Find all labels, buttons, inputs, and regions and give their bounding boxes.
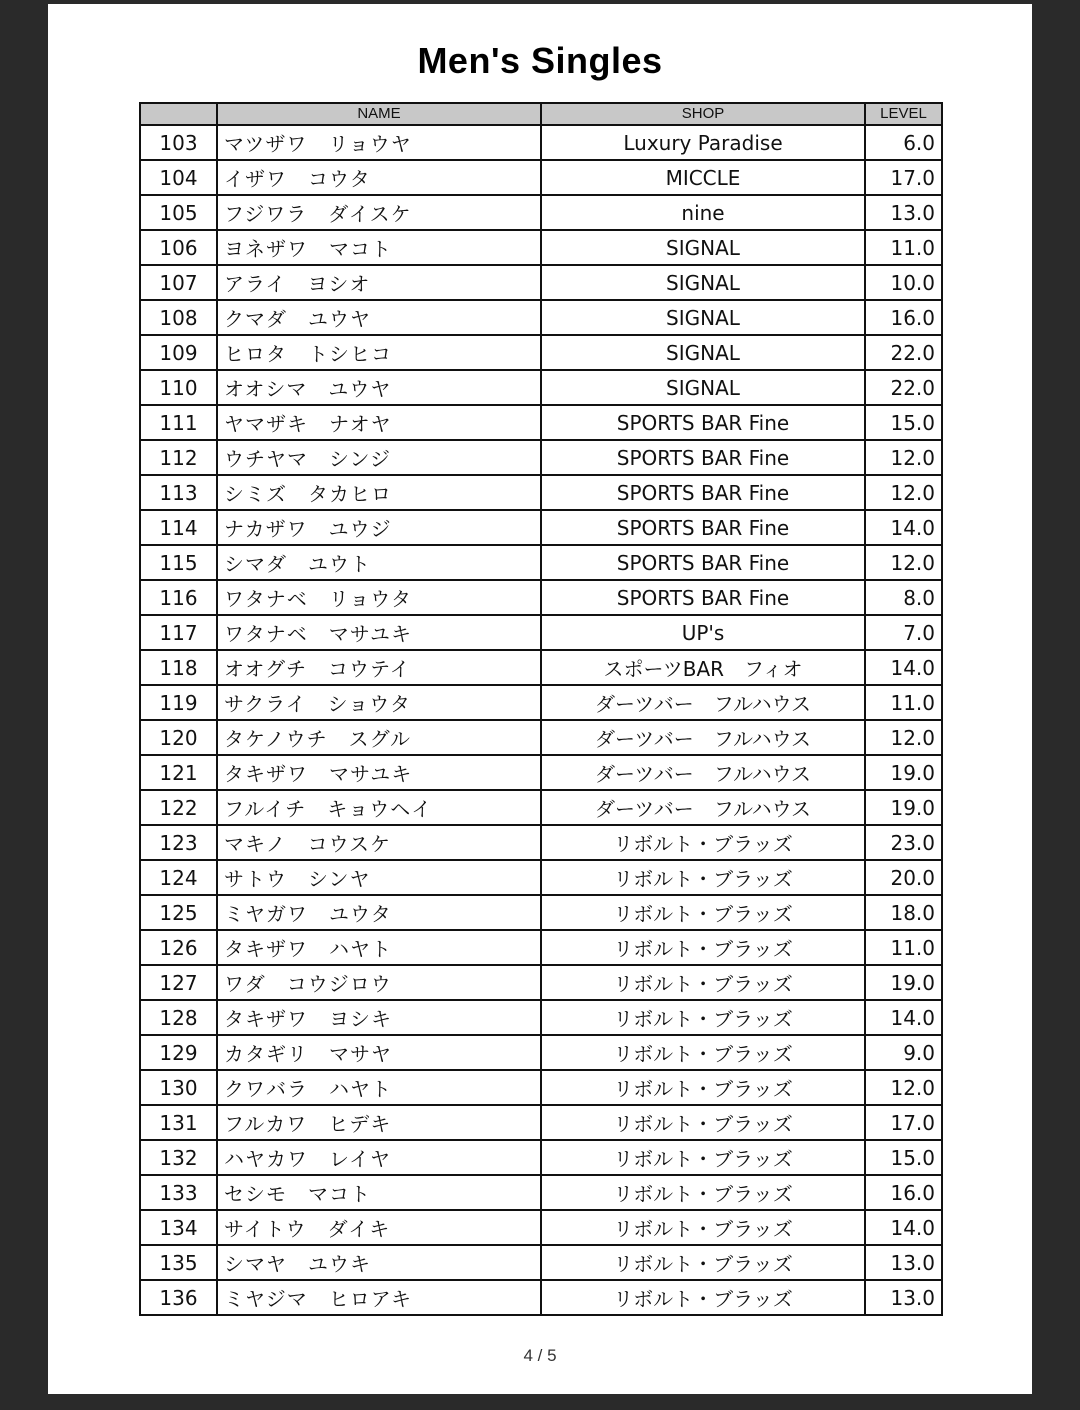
row-number: 127 (140, 965, 217, 1000)
row-number: 126 (140, 930, 217, 965)
row-number: 114 (140, 510, 217, 545)
table-row (140, 1245, 942, 1280)
player-level: 13.0 (865, 195, 942, 230)
row-number: 111 (140, 405, 217, 440)
table-row (140, 755, 942, 790)
player-name: イザワ コウタ (217, 160, 541, 195)
shop-name: SIGNAL (541, 370, 865, 405)
player-name: フルカワ ヒデキ (217, 1105, 541, 1140)
shop-name: UP's (541, 615, 865, 650)
row-number: 119 (140, 685, 217, 720)
shop-name: SIGNAL (541, 265, 865, 300)
table-row (140, 930, 942, 965)
table-row (140, 545, 942, 580)
player-name: タキザワ ヨシキ (217, 1000, 541, 1035)
player-name: ナカザワ ユウジ (217, 510, 541, 545)
player-name: ワタナベ リョウタ (217, 580, 541, 615)
table-row (140, 125, 942, 160)
row-number: 106 (140, 230, 217, 265)
row-number: 133 (140, 1175, 217, 1210)
row-number: 116 (140, 580, 217, 615)
row-number: 124 (140, 860, 217, 895)
player-name: サイトウ ダイキ (217, 1210, 541, 1245)
row-number: 110 (140, 370, 217, 405)
table-row (140, 860, 942, 895)
shop-name: SPORTS BAR Fine (541, 510, 865, 545)
table-row (140, 160, 942, 195)
shop-name: SIGNAL (541, 300, 865, 335)
player-level: 13.0 (865, 1280, 942, 1315)
shop-name: nine (541, 195, 865, 230)
player-level: 23.0 (865, 825, 942, 860)
player-level: 13.0 (865, 1245, 942, 1280)
player-name: サクライ ショウタ (217, 685, 541, 720)
table-row (140, 265, 942, 300)
shop-name: SIGNAL (541, 230, 865, 265)
player-level: 12.0 (865, 720, 942, 755)
table-row (140, 510, 942, 545)
table-header-row (140, 103, 942, 125)
shop-name: Luxury Paradise (541, 125, 865, 160)
player-name: ミヤジマ ヒロアキ (217, 1280, 541, 1315)
shop-name: ダーツバー フルハウス (541, 755, 865, 790)
player-name: フジワラ ダイスケ (217, 195, 541, 230)
shop-name: ダーツバー フルハウス (541, 685, 865, 720)
shop-name: MICCLE (541, 160, 865, 195)
shop-name: SPORTS BAR Fine (541, 440, 865, 475)
table-row (140, 895, 942, 930)
player-level: 18.0 (865, 895, 942, 930)
shop-name: リボルト・ブラッズ (541, 1035, 865, 1070)
row-number: 135 (140, 1245, 217, 1280)
player-name: ミヤガワ ユウタ (217, 895, 541, 930)
row-number: 131 (140, 1105, 217, 1140)
player-level: 20.0 (865, 860, 942, 895)
shop-name: SIGNAL (541, 335, 865, 370)
player-level: 12.0 (865, 1070, 942, 1105)
row-number: 128 (140, 1000, 217, 1035)
player-level: 16.0 (865, 1175, 942, 1210)
player-level: 14.0 (865, 510, 942, 545)
player-level: 17.0 (865, 160, 942, 195)
player-name: ワダ コウジロウ (217, 965, 541, 1000)
player-level: 16.0 (865, 300, 942, 335)
player-name: タキザワ ハヤト (217, 930, 541, 965)
player-name: ヤマザキ ナオヤ (217, 405, 541, 440)
row-number: 109 (140, 335, 217, 370)
header-no (140, 103, 217, 125)
player-table (139, 102, 943, 1316)
table-row (140, 405, 942, 440)
table-row (140, 230, 942, 265)
shop-name: リボルト・ブラッズ (541, 1245, 865, 1280)
shop-name: ダーツバー フルハウス (541, 790, 865, 825)
table-row (140, 300, 942, 335)
player-name: ハヤカワ レイヤ (217, 1140, 541, 1175)
shop-name: リボルト・ブラッズ (541, 860, 865, 895)
player-name: アライ ヨシオ (217, 265, 541, 300)
shop-name: SPORTS BAR Fine (541, 405, 865, 440)
shop-name: リボルト・ブラッズ (541, 965, 865, 1000)
player-level: 10.0 (865, 265, 942, 300)
page-indicator: 4 / 5 (523, 1346, 557, 1365)
shop-name: SPORTS BAR Fine (541, 545, 865, 580)
table-row (140, 1175, 942, 1210)
player-name: セシモ マコト (217, 1175, 541, 1210)
player-name: フルイチ キョウヘイ (217, 790, 541, 825)
row-number: 136 (140, 1280, 217, 1315)
shop-name: リボルト・ブラッズ (541, 1140, 865, 1175)
row-number: 122 (140, 790, 217, 825)
shop-name: リボルト・ブラッズ (541, 1000, 865, 1035)
player-name: シマヤ ユウキ (217, 1245, 541, 1280)
player-name: シミズ タカヒロ (217, 475, 541, 510)
table-row (140, 1210, 942, 1245)
row-number: 113 (140, 475, 217, 510)
table-row (140, 825, 942, 860)
row-number: 105 (140, 195, 217, 230)
table-row (140, 965, 942, 1000)
player-level: 11.0 (865, 930, 942, 965)
header-level: LEVEL (865, 103, 942, 125)
player-level: 19.0 (865, 965, 942, 1000)
shop-name: リボルト・ブラッズ (541, 1070, 865, 1105)
player-level: 17.0 (865, 1105, 942, 1140)
player-level: 14.0 (865, 650, 942, 685)
table-row (140, 1105, 942, 1140)
player-name: シマダ ユウト (217, 545, 541, 580)
player-level: 12.0 (865, 475, 942, 510)
player-name: オオグチ コウテイ (217, 650, 541, 685)
table-row (140, 335, 942, 370)
table-body (140, 125, 942, 1315)
player-level: 22.0 (865, 335, 942, 370)
player-name: マツザワ リョウヤ (217, 125, 541, 160)
row-number: 107 (140, 265, 217, 300)
shop-name: SPORTS BAR Fine (541, 580, 865, 615)
shop-name: リボルト・ブラッズ (541, 930, 865, 965)
shop-name: ダーツバー フルハウス (541, 720, 865, 755)
player-level: 15.0 (865, 405, 942, 440)
table-row (140, 475, 942, 510)
row-number: 132 (140, 1140, 217, 1175)
player-name: オオシマ ユウヤ (217, 370, 541, 405)
shop-name: リボルト・ブラッズ (541, 1175, 865, 1210)
table-row (140, 1035, 942, 1070)
player-name: クワバラ ハヤト (217, 1070, 541, 1105)
row-number: 123 (140, 825, 217, 860)
table-row (140, 685, 942, 720)
table-row (140, 1280, 942, 1315)
row-number: 125 (140, 895, 217, 930)
player-name: サトウ シンヤ (217, 860, 541, 895)
player-name: クマダ ユウヤ (217, 300, 541, 335)
player-level: 9.0 (865, 1035, 942, 1070)
shop-name: スポーツBAR フィオ (541, 650, 865, 685)
page-title: Men's Singles (417, 40, 663, 81)
table-row (140, 1000, 942, 1035)
player-name: タケノウチ スグル (217, 720, 541, 755)
table-row (140, 440, 942, 475)
table-row (140, 720, 942, 755)
table-row (140, 650, 942, 685)
shop-name: リボルト・ブラッズ (541, 1105, 865, 1140)
table-row (140, 195, 942, 230)
player-name: ヨネザワ マコト (217, 230, 541, 265)
player-level: 14.0 (865, 1210, 942, 1245)
shop-name: リボルト・ブラッズ (541, 895, 865, 930)
row-number: 115 (140, 545, 217, 580)
player-level: 19.0 (865, 790, 942, 825)
player-name: ヒロタ トシヒコ (217, 335, 541, 370)
player-level: 19.0 (865, 755, 942, 790)
row-number: 117 (140, 615, 217, 650)
player-level: 8.0 (865, 580, 942, 615)
shop-name: リボルト・ブラッズ (541, 825, 865, 860)
player-name: ワタナベ マサユキ (217, 615, 541, 650)
player-level: 12.0 (865, 440, 942, 475)
table-row (140, 615, 942, 650)
player-name: マキノ コウスケ (217, 825, 541, 860)
row-number: 130 (140, 1070, 217, 1105)
table-row (140, 790, 942, 825)
row-number: 112 (140, 440, 217, 475)
player-level: 22.0 (865, 370, 942, 405)
row-number: 118 (140, 650, 217, 685)
player-level: 7.0 (865, 615, 942, 650)
player-name: タキザワ マサユキ (217, 755, 541, 790)
shop-name: リボルト・ブラッズ (541, 1280, 865, 1315)
player-name: カタギリ マサヤ (217, 1035, 541, 1070)
row-number: 129 (140, 1035, 217, 1070)
row-number: 104 (140, 160, 217, 195)
header-shop: SHOP (541, 103, 865, 125)
table-row (140, 580, 942, 615)
row-number: 134 (140, 1210, 217, 1245)
row-number: 103 (140, 125, 217, 160)
shop-name: SPORTS BAR Fine (541, 475, 865, 510)
player-name: ウチヤマ シンジ (217, 440, 541, 475)
shop-name: リボルト・ブラッズ (541, 1210, 865, 1245)
table-row (140, 1070, 942, 1105)
player-level: 14.0 (865, 1000, 942, 1035)
row-number: 121 (140, 755, 217, 790)
player-level: 12.0 (865, 545, 942, 580)
player-level: 15.0 (865, 1140, 942, 1175)
player-level: 11.0 (865, 230, 942, 265)
table-row (140, 370, 942, 405)
player-level: 6.0 (865, 125, 942, 160)
row-number: 108 (140, 300, 217, 335)
player-level: 11.0 (865, 685, 942, 720)
header-name: NAME (217, 103, 541, 125)
row-number: 120 (140, 720, 217, 755)
table-row (140, 1140, 942, 1175)
